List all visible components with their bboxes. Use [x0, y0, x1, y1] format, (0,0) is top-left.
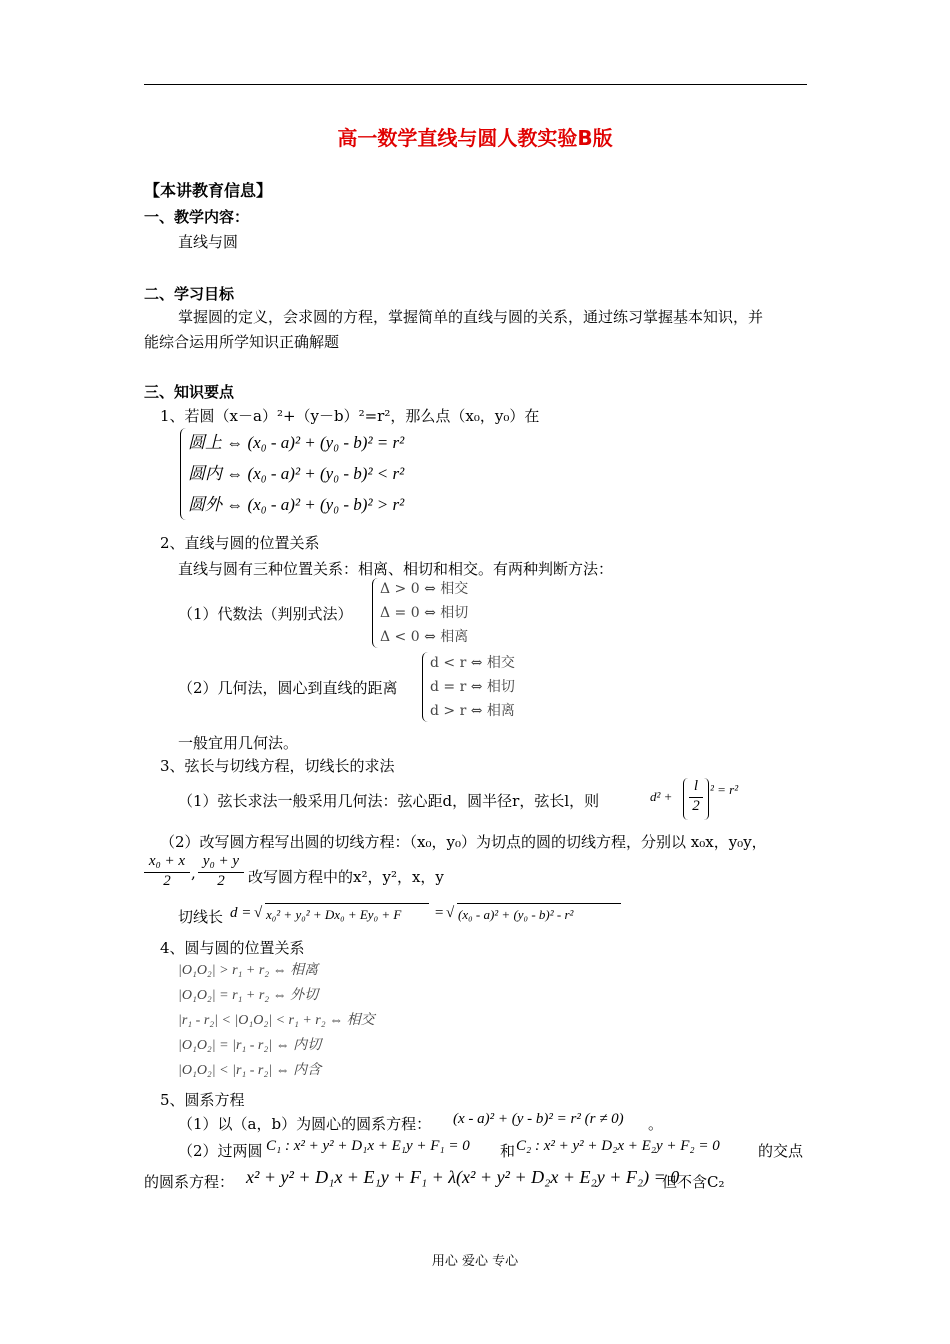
section-1-body: 直线与圆: [178, 233, 239, 251]
section-1-heading: 一、教学内容：: [144, 208, 250, 226]
chord-fraction-numerator: l: [693, 778, 699, 794]
point-5-1-text: （1）以（a，b）为圆心的圆系方程：: [178, 1115, 432, 1133]
tangent-fraction-y-denominator: 2: [198, 872, 244, 890]
point-2-intro: 直线与圆有三种位置关系：相离、相切和相交。有两种判断方法：: [178, 560, 614, 578]
tangent-length-label: 切线长: [178, 908, 224, 926]
tangent-fraction-x-numerator: x₀ + x: [148, 853, 186, 869]
point-inside-circle-formula: 圆内 ⇔ (x₀ - a)² + (y₀ - b)² < r²: [188, 464, 405, 483]
chord-paren-right: [704, 778, 709, 820]
tangent-length-equals: =: [434, 905, 445, 921]
section-2-line-1: 掌握圆的定义，会求圆的方程，掌握简单的直线与圆的关系，通过练习掌握基本知识，并: [178, 308, 764, 326]
chord-paren-left: [683, 778, 688, 820]
page-footer: 用心 爱心 专心: [431, 1254, 519, 1269]
point-3-2-line-1: （2）改写圆方程写出圆的切线方程：（x₀，y₀）为切点的圆的切线方程，分别以 x₀x，y₀y，: [160, 833, 767, 851]
section-2-heading: 二、学习目标: [144, 285, 235, 303]
method-1-case-1: Δ > 0 ⇔ 相交: [380, 581, 469, 597]
circle-family-formula: (x - a)² + (y - b)² = r² (r ≠ 0): [453, 1111, 624, 1127]
header-rule: [144, 84, 807, 85]
method-note: 一般宜用几何法。: [178, 734, 299, 752]
method-2-case-3: d > r ⇔ 相离: [430, 703, 515, 719]
point-5-2-and: 和: [500, 1142, 516, 1160]
point-5-1-end: 。: [648, 1115, 664, 1133]
point-3-1: （1）弦长求法一般采用几何法：弦心距d，圆半径r，弦长l，则: [178, 792, 600, 810]
circle-c2-equation: C₂ : x² + y² + D₂x + E₂y + F₂ = 0: [516, 1138, 720, 1154]
method-1-label: （1）代数法（判别式法）: [178, 605, 353, 623]
cases-brace: [180, 428, 187, 520]
method-2-label: （2）几何法，圆心到直线的距离: [178, 679, 398, 697]
section-2-line-2: 能综合运用所学知识正确解题: [144, 333, 340, 351]
point-3: 3、弦长与切线方程，切线长的求法: [160, 757, 395, 775]
point-5-2-line-2-text: 的圆系方程：: [144, 1173, 235, 1191]
circles-contained: |O₁O₂| < |r₁ - r₂| ⇔ 内含: [178, 1063, 322, 1078]
point-5-2-end: 的交点: [758, 1142, 804, 1160]
chord-formula-end: ² = r²: [710, 782, 739, 797]
method-2-case-1: d < r ⇔ 相交: [430, 655, 515, 671]
circles-intersect: |r₁ - r₂| < |O₁O₂| < r₁ + r₂ ⇔ 相交: [178, 1013, 375, 1028]
sqrt-sign-1: √: [254, 905, 263, 921]
chord-formula-start: d² +: [650, 789, 673, 804]
point-5-2-line-2-end: 但不含C₂: [662, 1173, 725, 1191]
fraction-comma: ,: [191, 864, 196, 882]
point-on-circle-formula: 圆上 ⇔ (x₀ - a)² + (y₀ - b)² = r²: [188, 433, 405, 452]
tangent-length-d: d =: [230, 905, 252, 921]
point-2: 2、直线与圆的位置关系: [160, 534, 320, 552]
method-2-case-2: d = r ⇔ 相切: [430, 679, 515, 695]
tangent-length-root-1: x₀² + y₀² + Dx₀ + Ey₀ + F: [266, 907, 402, 922]
point-1: 1、若圆（x－a）²+（y－b）²=r²，那么点（x₀，y₀）在: [160, 407, 540, 425]
circles-internally-tangent: |O₁O₂| = |r₁ - r₂| ⇔ 内切: [178, 1038, 322, 1053]
point-3-2-line-2: 改写圆方程中的x²，y²，x，y: [248, 868, 444, 886]
chord-fraction: [689, 778, 703, 815]
sqrt-bar-1: [265, 903, 429, 904]
point-4: 4、圆与圆的位置关系: [160, 939, 305, 957]
point-outside-circle-formula: 圆外 ⇔ (x₀ - a)² + (y₀ - b)² > r²: [188, 495, 405, 514]
section-3-heading: 三、知识要点: [144, 383, 235, 401]
sqrt-sign-2: √: [446, 905, 455, 921]
info-header: 【本讲教育信息】: [144, 181, 273, 200]
method-1-brace: [372, 578, 379, 648]
method-1-case-2: Δ = 0 ⇔ 相切: [380, 605, 469, 621]
chord-fraction-denominator: 2: [689, 797, 703, 815]
point-5: 5、圆系方程: [160, 1091, 245, 1109]
sqrt-bar-2: [457, 903, 621, 904]
circles-separate: |O₁O₂| > r₁ + r₂ ⇔ 相离: [178, 963, 319, 978]
tangent-fraction-x: [144, 853, 190, 890]
document-title: 高一数学直线与圆人教实验B版: [337, 126, 613, 150]
circles-externally-tangent: |O₁O₂| = r₁ + r₂ ⇔ 外切: [178, 988, 319, 1003]
circle-family-through-intersections: x² + y² + D₁x + E₁y + F₁ + λ(x² + y² + D₂x + E₂y + F₂) = 0: [246, 1167, 680, 1187]
method-1-case-3: Δ < 0 ⇔ 相离: [380, 629, 469, 645]
tangent-fraction-y-numerator: y₀ + y: [202, 853, 240, 869]
circle-c1-equation: C₁ : x² + y² + D₁x + E₁y + F₁ = 0: [266, 1138, 470, 1154]
tangent-length-root-2: (x₀ - a)² + (y₀ - b)² - r²: [458, 907, 574, 922]
method-2-brace: [422, 652, 429, 722]
tangent-fraction-y: [198, 853, 244, 890]
point-5-2-text: （2）过两圆: [178, 1142, 263, 1160]
tangent-fraction-x-denominator: 2: [144, 872, 190, 890]
